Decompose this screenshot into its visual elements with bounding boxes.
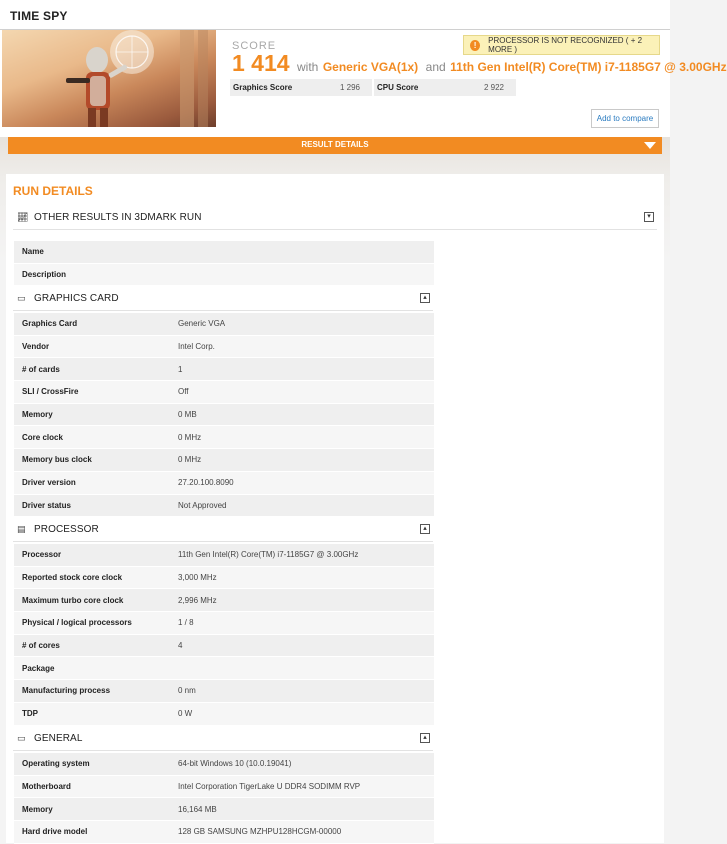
run-details-title: RUN DETAILS: [13, 184, 93, 198]
table-row: [14, 567, 434, 590]
collapse-icon[interactable]: ▴: [420, 524, 430, 534]
row-value: 3,000 MHz: [178, 573, 217, 583]
table-row: [14, 472, 434, 495]
top-bar: [0, 0, 670, 30]
row-value: 2,996 MHz: [178, 595, 217, 605]
test-title: TIME SPY: [10, 9, 68, 23]
table-row: [14, 404, 434, 427]
table-row: [14, 753, 434, 776]
row-label: Processor: [22, 550, 62, 560]
row-value: 64-bit Windows 10 (10.0.19041): [178, 759, 292, 769]
graphics-score-label: Graphics Score: [233, 83, 293, 92]
row-value: 128 GB SAMSUNG MZHPU128HCGM-00000: [178, 827, 342, 837]
row-value: 0 nm: [178, 686, 196, 696]
gpu-link[interactable]: Generic VGA(1x): [322, 60, 419, 74]
row-value: Intel Corp.: [178, 342, 215, 352]
table-row: [14, 680, 434, 703]
row-value: 0 MB: [178, 410, 197, 420]
result-details-label: RESULT DETAILS: [301, 140, 369, 149]
row-value: Generic VGA: [178, 319, 226, 329]
section-processor[interactable]: [13, 518, 433, 542]
row-value: 0 MHz: [178, 432, 202, 442]
result-details-toggle[interactable]: [8, 137, 662, 154]
cpu-score: [374, 79, 516, 96]
table-row: [14, 358, 434, 381]
row-value: Off: [178, 387, 189, 397]
table-row: [14, 495, 434, 518]
score-label: SCORE: [232, 40, 277, 52]
row-label: Hard drive model: [22, 827, 88, 837]
table-row: [14, 776, 434, 799]
chevron-down-icon: [644, 142, 656, 149]
table-row: [14, 241, 434, 264]
table-row: [14, 264, 434, 287]
row-label: Motherboard: [22, 782, 71, 792]
section-graphics-card[interactable]: [13, 287, 433, 311]
table-row: [14, 336, 434, 359]
monitor-icon: ▭: [17, 293, 26, 303]
row-value: 27.20.100.8090: [178, 478, 234, 488]
benchmark-artwork: [2, 30, 216, 127]
processor-warning-badge[interactable]: [463, 35, 660, 55]
cpu-link[interactable]: 11th Gen Intel(R) Core(TM) i7-1185G7 @ 3.00GHz: [450, 60, 727, 74]
table-row: [14, 612, 434, 635]
table-row: [14, 821, 434, 844]
section-general[interactable]: [13, 727, 433, 751]
expand-icon[interactable]: ▾: [644, 212, 654, 222]
section-title: GRAPHICS CARD: [34, 293, 119, 304]
table-row: [14, 703, 434, 726]
warning-icon: !: [470, 40, 480, 51]
row-label: Manufacturing process: [22, 686, 111, 696]
collapse-icon[interactable]: ▴: [420, 733, 430, 743]
section-title: OTHER RESULTS IN 3DMARK RUN: [34, 212, 202, 223]
section-title: GENERAL: [34, 733, 83, 744]
row-label: Physical / logical processors: [22, 618, 132, 628]
subscores: [230, 79, 516, 96]
table-row: [14, 635, 434, 658]
table-row: [14, 544, 434, 567]
row-label: Graphics Card: [22, 319, 78, 329]
collapse-icon[interactable]: ▴: [420, 293, 430, 303]
graphics-score: [230, 79, 372, 96]
row-value: Intel Corporation TigerLake U DDR4 SODIMM RVP: [178, 782, 361, 792]
score-and-text: and: [425, 60, 446, 74]
laptop-icon: ▭: [17, 733, 26, 743]
table-row: [14, 381, 434, 404]
row-label: # of cores: [22, 641, 60, 651]
section-title: PROCESSOR: [34, 524, 99, 535]
row-label: TDP: [22, 709, 38, 719]
row-value: 0 MHz: [178, 455, 202, 465]
table-row: [14, 657, 434, 680]
row-label: SLI / CrossFire: [22, 387, 79, 397]
chip-icon: ▤: [17, 524, 26, 534]
add-to-compare-button[interactable]: Add to compare: [591, 109, 659, 128]
row-label: Core clock: [22, 432, 63, 442]
row-label: Package: [22, 663, 55, 673]
row-value: 16,164 MB: [178, 804, 217, 814]
row-value: 11th Gen Intel(R) Core(TM) i7-1185G7 @ 3.00GHz: [178, 550, 359, 560]
row-value: 1 / 8: [178, 618, 194, 628]
table-row: [14, 313, 434, 336]
table-row: [14, 589, 434, 612]
row-label: Vendor: [22, 342, 50, 352]
graphics-score-value: 1 296: [339, 83, 360, 92]
overall-score: 1 414: [232, 50, 290, 76]
row-label: Maximum turbo core clock: [22, 595, 124, 605]
score-with-text: with: [297, 60, 319, 74]
row-label: Memory bus clock: [22, 455, 92, 465]
cpu-score-label: CPU Score: [377, 83, 419, 92]
table-row: [14, 449, 434, 472]
chart-icon: 📈︎: [17, 212, 29, 222]
row-label: Description: [22, 270, 67, 280]
processor-table: [14, 544, 434, 726]
row-label: Name: [22, 247, 44, 257]
score-header: [0, 30, 727, 137]
warning-text: PROCESSOR IS NOT RECOGNIZED ( + 2 MORE ): [488, 36, 643, 54]
cpu-score-value: 2 922: [483, 83, 504, 92]
row-label: Operating system: [22, 759, 90, 769]
section-other-results[interactable]: [13, 206, 657, 230]
row-value: 0 W: [178, 709, 193, 719]
table-row: [14, 798, 434, 821]
row-label: Driver status: [22, 500, 71, 510]
row-label: # of cards: [22, 364, 60, 374]
other-results-table: [14, 241, 434, 286]
row-value: 4: [178, 641, 183, 651]
graphics-card-table: [14, 313, 434, 517]
row-value: Not Approved: [178, 500, 227, 510]
table-row: [14, 426, 434, 449]
row-value: 1: [178, 364, 183, 374]
row-label: Reported stock core clock: [22, 573, 123, 583]
general-table: [14, 753, 434, 844]
row-label: Driver version: [22, 478, 76, 488]
row-label: Memory: [22, 804, 53, 814]
row-label: Memory: [22, 410, 53, 420]
